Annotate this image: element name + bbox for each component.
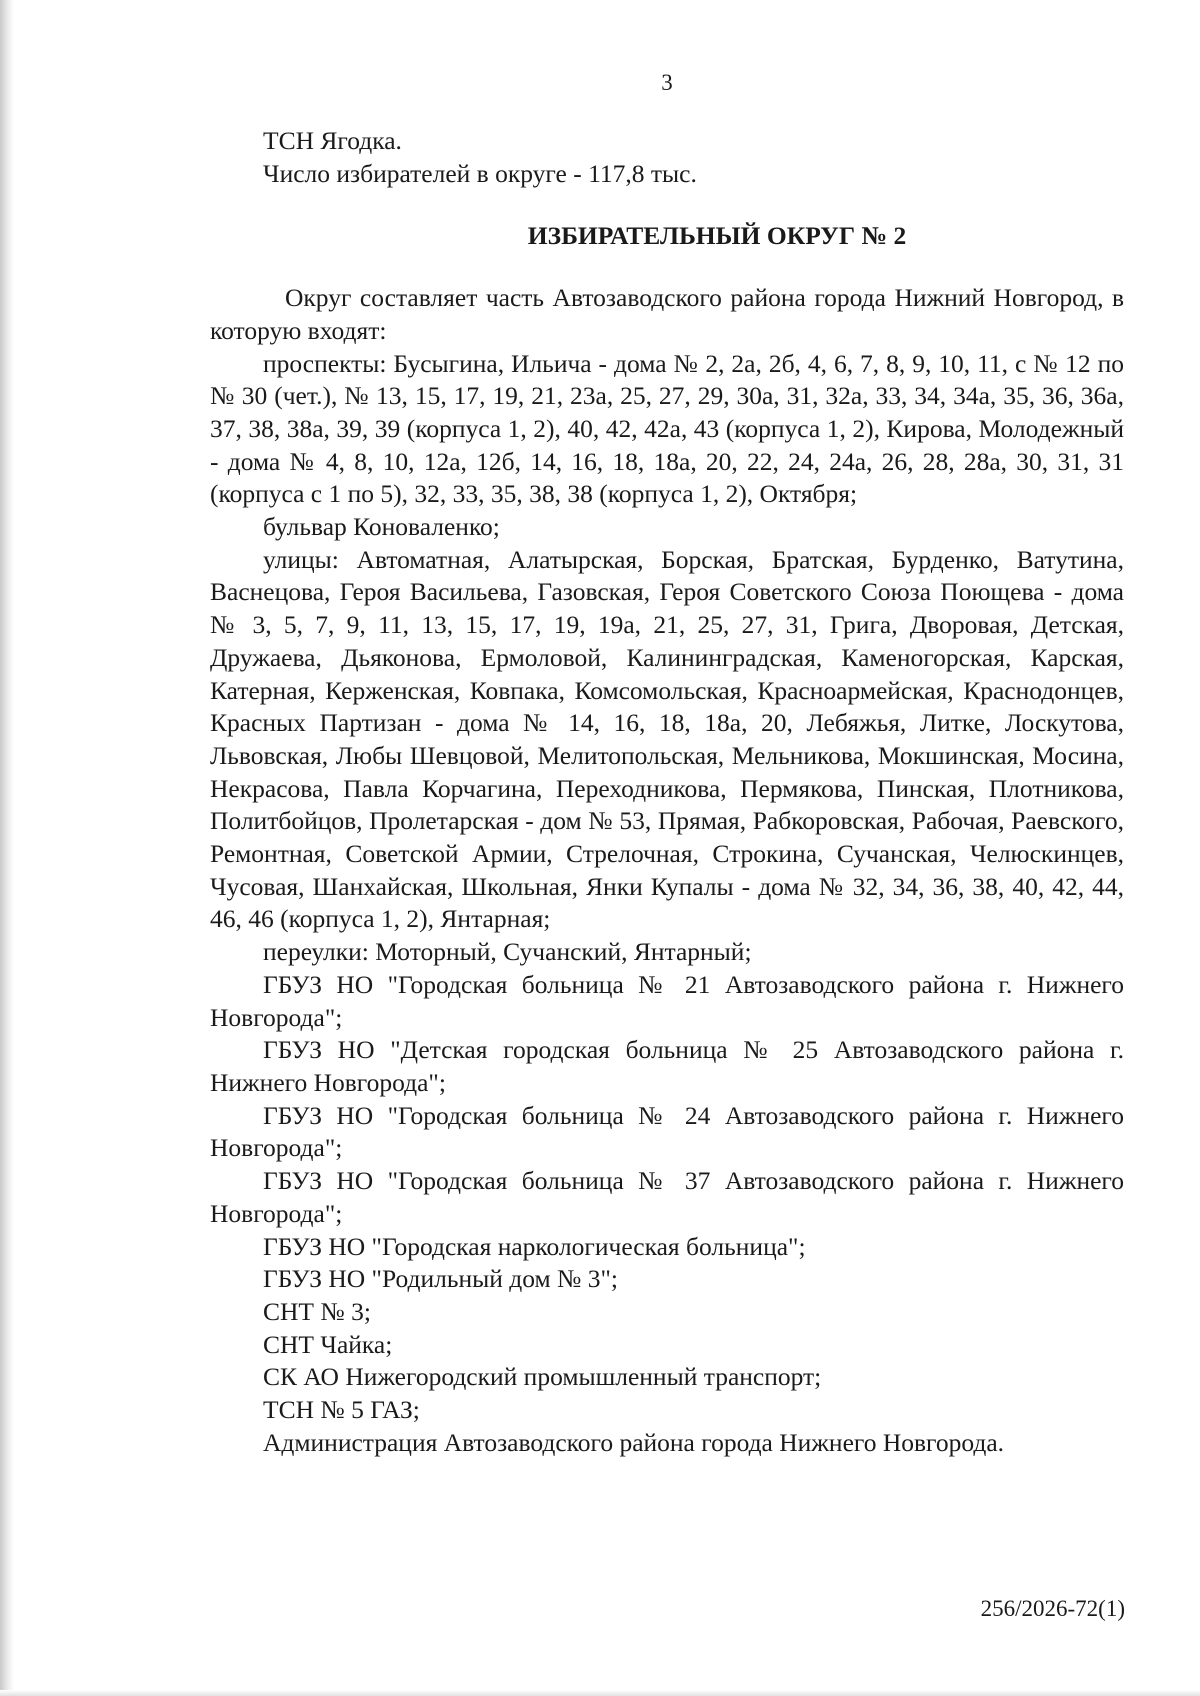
document-body — [210, 125, 1124, 1459]
paragraph-tsn-5: ТСН № 5 ГАЗ; — [263, 1395, 420, 1425]
paragraph-narcology-hospital: ГБУЗ НО "Городская наркологическая больница"; — [263, 1231, 806, 1261]
paragraph-avenues: проспекты: Бусыгина, Ильича - дома № 2, 2а, 2б, 4, 6, 7, 8, 9, 10, 11, с № 12 по № 30 (чет.), № 13, 15, 17, 19, 21, 23а, 25, 27, 29, 30а, 31, 32а, 33, 34, 34а, 35, 36, 36а, 37, 38, 38а, 39, 39 (корпуса 1, 2), 40, 42, 42а, 43 (корпуса 1, 2), Кирова, Молодежный - дома № 4, 8, 10, 12а, 12б, 14, 16, 18, 18а, 20, 22, 24, 24а, 26, 28, 28а, 30, 31, 31 (корпуса с 1 по 5), 32, 33, 35, 38, 38 (корпуса 1, 2), Октября; — [210, 348, 1124, 509]
paragraph-maternity-hospital: ГБУЗ НО "Родильный дом № 3"; — [263, 1264, 619, 1294]
section-heading: ИЗБИРАТЕЛЬНЫЙ ОКРУГ № 2 — [527, 221, 907, 251]
scan-bottom-shadow — [0, 1690, 1200, 1696]
paragraph-hospital-24: ГБУЗ НО "Городская больница № 24 Автозаводского района г. Нижнего Новгорода"; — [210, 1100, 1124, 1163]
intro-line-organization: ТСН Ягодка. — [263, 126, 402, 155]
paragraph-snt-3: СНТ № 3; — [263, 1296, 371, 1326]
paragraph-snt-chaika: СНТ Чайка; — [263, 1329, 393, 1359]
paragraph-lanes: переулки: Моторный, Сучанский, Янтарный; — [263, 937, 752, 967]
paragraph-hospital-37: ГБУЗ НО "Городская больница № 37 Автозаводского района г. Нижнего Новгорода"; — [210, 1166, 1124, 1228]
page-number: 3 — [661, 70, 673, 95]
paragraph-sk-ao: СК АО Нижегородский промышленный транспорт; — [263, 1362, 822, 1392]
paragraph-hospital-21: ГБУЗ НО "Городская больница № 21 Автозаводского района г. Нижнего Новгорода"; — [210, 969, 1124, 1032]
paragraph-administration: Администрация Автозаводского района города Нижнего Новгорода. — [263, 1427, 1005, 1457]
paragraph-childrens-hospital-25: ГБУЗ НО "Детская городская больница № 25 Автозаводского района г. Нижнего Новгорода"; — [210, 1035, 1124, 1097]
paragraph-district-description: Округ составляет часть Автозаводского района города Нижний Новгород, в которую входят: — [210, 283, 1124, 345]
intro-line-voter-count: Число избирателей в округе - 117,8 тыс. — [263, 158, 697, 188]
document-code: 256/2026-72(1) — [980, 1596, 1125, 1621]
paragraph-boulevard: бульвар Коноваленко; — [263, 512, 500, 542]
paragraph-streets: улицы: Автоматная, Алатырская, Борская, Братская, Бурденко, Ватутина, Васнецова, Героя Васильева, Газовская, Героя Советского Союза Поющева - дома № 3, 5, 7, 9, 11, 13, 15, 17, 19, 19а, 21, 25, 27, 31, Грига, Дворовая, Детская, Дружаева, Дьяконова, Ермоловой, Калининградская, Каменогорская, Карская, Катерная, Керженская, Ковпака, Комсомольская, Красноармейская, Краснодонцев, Красных Партизан - дома № 14, 16, 18, 18а, 20, Лебяжья, Литке, Лоскутова, Львовская, Любы Шевцовой, Мелитопольская, Мельникова, Мокшинская, Мосина, Некрасова, Павла Корчагина, Переходникова, Пермякова, Пинская, Плотникова, Политбойцов, Пролетарская - дом № 53, Прямая, Рабкоровская, Рабочая, Раевского, Ремонтная, Советской Армии, Стрелочная, Строкина, Сучанская, Челюскинцев, Чусовая, Шанхайская, Школьная, Янки Купалы - дома № 32, 34, 36, 38, 40, 42, 44, 46, 46 (корпуса 1, 2), Янтарная; — [210, 544, 1124, 934]
scan-edge-shadow — [0, 0, 14, 1696]
